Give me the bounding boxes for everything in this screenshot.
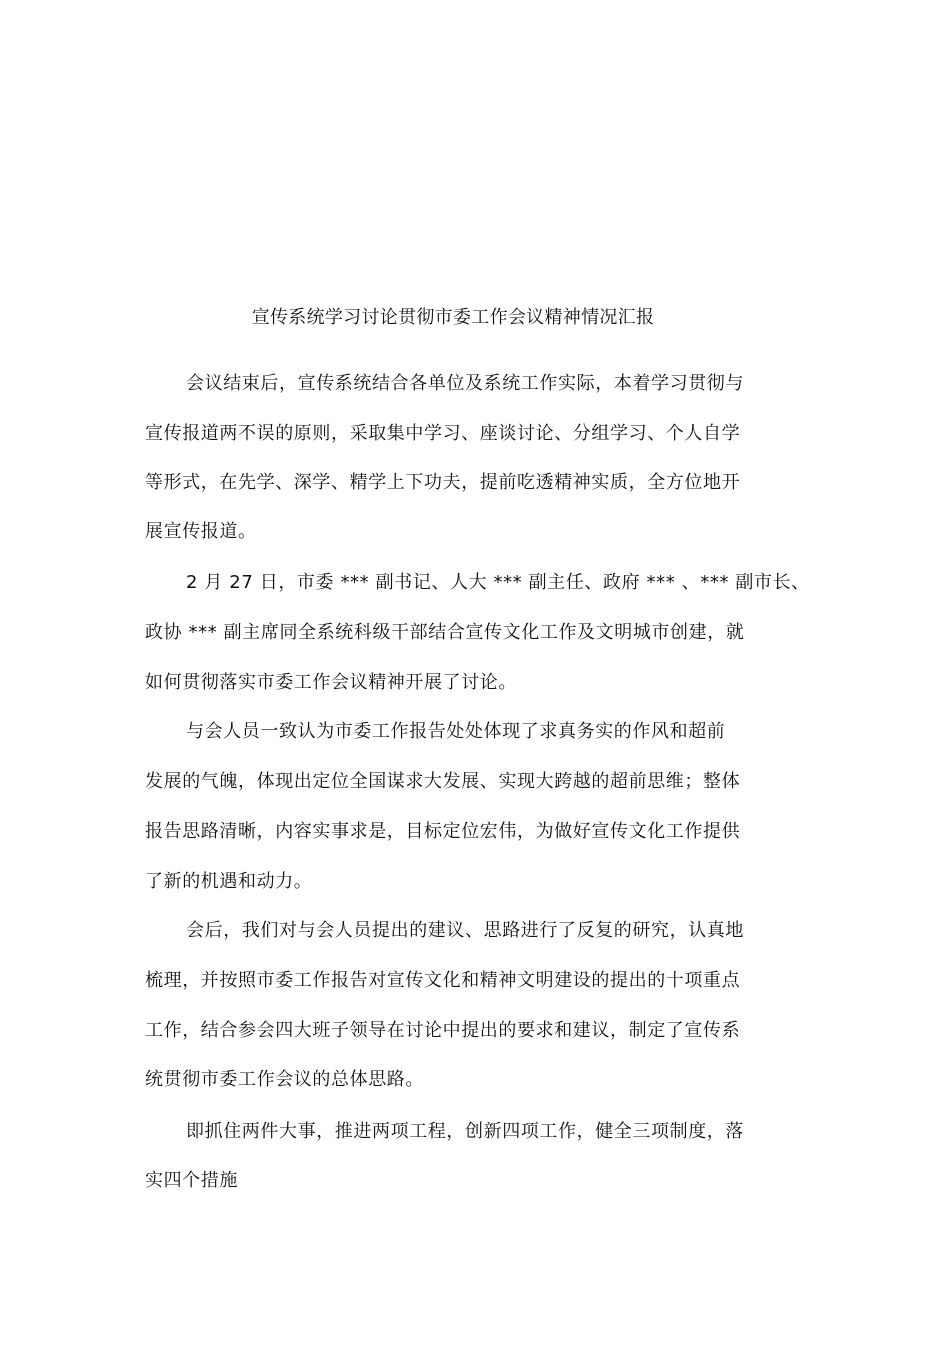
paragraph-1-line-1: 会议结束后，宣传系统结合各单位及系统工作实际，本着学习贯彻与 [186,373,744,394]
paragraph-4-line-4: 统贯彻市委工作会议的总体思路。 [145,1069,424,1090]
paragraph-1-line-3: 等形式，在先学、深学、精学上下功夫，提前吃透精神实质，全方位地开 [145,472,741,493]
paragraph-4-line-3: 工作，结合参会四大班子领导在讨论中提出的要求和建议，制定了宣传系 [145,1020,741,1041]
paragraph-3-line-4: 了新的机遇和动力。 [145,871,313,892]
paragraph-4-line-1: 会后，我们对与会人员提出的建议、思路进行了反复的研究，认真地 [186,920,744,941]
paragraph-3-line-1: 与会人员一致认为市委工作报告处处体现了求真务实的作风和超前 [186,721,726,742]
paragraph-5-line-1: 即抓住两件大事，推进两项工程，创新四项工作，健全三项制度，落 [186,1121,744,1142]
paragraph-1-line-2: 宣传报道两不误的原则，采取集中学习、座谈讨论、分组学习、个人自学 [145,423,741,444]
paragraph-3-line-3: 报告思路清晰，内容实事求是，目标定位宏伟，为做好宣传文化工作提供 [145,821,741,842]
paragraph-2-line-2: 政协 *** 副主席同全系统科级干部结合宣传文化工作及文明城市创建，就 [145,622,745,643]
paragraph-2-line-1: 2 月 27 日，市委 *** 副书记、人大 *** 副主任、政府 *** 、*** 副市长、 [186,572,810,593]
paragraph-5-line-2: 实四个措施 [145,1170,238,1191]
paragraph-1-line-4: 展宣传报道。 [145,521,257,542]
paragraph-4-line-2: 梳理，并按照市委工作报告对宣传文化和精神文明建设的提出的十项重点 [145,970,741,991]
paragraph-3-line-2: 发展的气魄，体现出定位全国谋求大发展、实现大跨越的超前思维；整体 [145,771,741,792]
paragraph-2-line-3: 如何贯彻落实市委工作会议精神开展了讨论。 [145,672,517,693]
document-title: 宣传系统学习讨论贯彻市委工作会议精神情况汇报 [251,307,655,328]
